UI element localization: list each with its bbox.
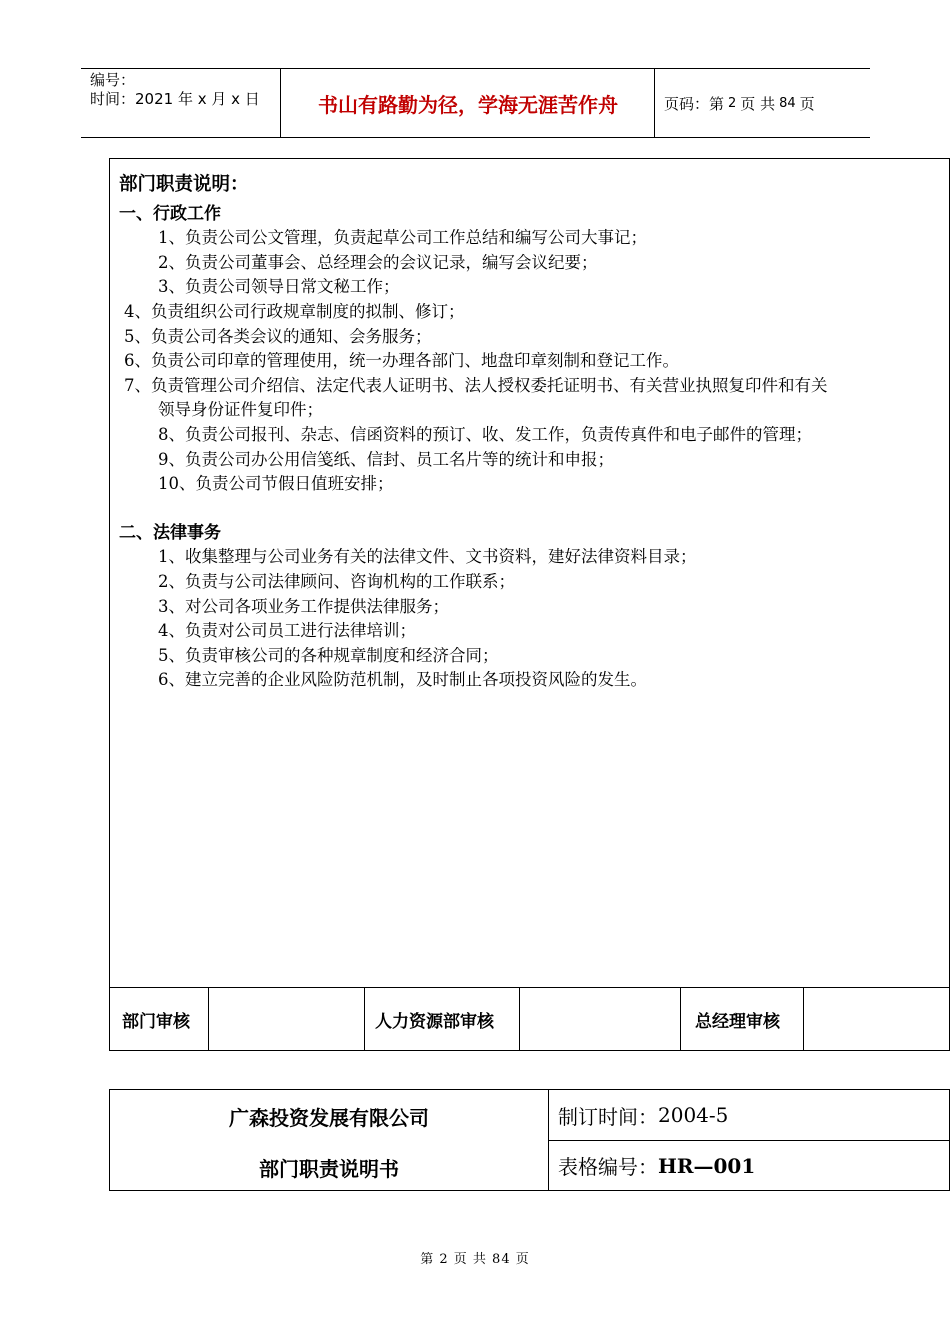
time-label: 时间：2021 年 x 月 x 日 <box>90 90 260 108</box>
document-name: 部门职责说明书 <box>259 1157 399 1181</box>
list-item: 1、收集整理与公司业务有关的法律文件、文书资料，建好法律资料目录； <box>158 547 697 567</box>
page-total: 84 <box>779 95 796 111</box>
page-current: 2 <box>728 95 737 111</box>
list-item: 1、负责公司公文管理，负责起草公司工作总结和编写公司大事记； <box>158 228 647 248</box>
section-heading: 一、行政工作 <box>119 203 221 224</box>
gm-approval-label: 总经理审核 <box>681 988 804 1050</box>
list-item: 10、负责公司节假日值班安排； <box>158 474 394 494</box>
list-item: 2、负责公司董事会、总经理会的会议记录，编写会议纪要； <box>158 252 598 272</box>
company-name: 广森投资发展有限公司 <box>229 1106 429 1130</box>
list-item: 4、负责对公司员工进行法律培训； <box>158 621 416 641</box>
doc-title: 部门职责说明： <box>119 174 249 195</box>
list-item: 3、负责公司领导日常文秘工作； <box>158 277 400 297</box>
revised-label: 制订时间： <box>558 1104 658 1129</box>
header-page-number <box>655 69 870 137</box>
approval-row <box>110 987 949 1050</box>
list-item: 3、对公司各项业务工作提供法律服务； <box>158 596 449 616</box>
gm-approval-field <box>804 988 949 1050</box>
page-label-mid: 页 共 <box>740 94 776 113</box>
header-slogan: 书山有路勤为径，学海无涯苦作舟 <box>282 69 655 137</box>
section-spacer <box>119 497 949 521</box>
page-label-suffix: 页 <box>799 94 815 113</box>
list-item: 2、负责与公司法律顾问、咨询机构的工作联系； <box>158 571 515 591</box>
list-item: 6、负责公司印章的管理使用，统一办理各部门、地盘印章刻制和登记工作。 <box>124 351 679 371</box>
page-header <box>81 68 870 138</box>
page-footer: 第 2 页 共 84 页 <box>420 1252 530 1267</box>
revised-date-row <box>549 1090 949 1141</box>
list-item: 7、负责管理公司介绍信、法定代表人证明书、法人授权委托证明书、有关营业执照复印件和有关 <box>124 375 828 395</box>
list-item: 5、负责审核公司的各种规章制度和经济合同； <box>158 645 499 665</box>
revised-value: 2004-5 <box>658 1103 729 1127</box>
serial-label: 编号： <box>90 71 136 89</box>
list-item: 9、负责公司办公用信笺纸、信封、员工名片等的统计和申报； <box>158 449 614 469</box>
header-meta <box>81 69 281 137</box>
list-item: 5、负责公司各类会议的通知、会务服务； <box>124 326 432 346</box>
form-identity <box>110 1090 549 1190</box>
dept-approval-label: 部门审核 <box>110 988 209 1050</box>
hr-approval-label: 人力资源部审核 <box>365 988 520 1050</box>
hr-approval-field <box>520 988 681 1050</box>
dept-approval-field <box>209 988 365 1050</box>
form-value: HR—001 <box>658 1153 756 1178</box>
list-item: 4、负责组织公司行政规章制度的拟制、修订； <box>124 301 465 321</box>
form-number-row <box>549 1141 949 1190</box>
list-item: 8、负责公司报刊、杂志、信函资料的预订、收、发工作，负责传真件和电子邮件的管理； <box>158 424 812 444</box>
form-meta <box>549 1090 949 1190</box>
page-label-prefix: 页码：第 <box>664 94 725 113</box>
responsibilities-content <box>119 173 949 693</box>
section-heading: 二、法律事务 <box>119 522 221 543</box>
responsibilities-box <box>109 158 950 1051</box>
form-info-box <box>109 1089 950 1191</box>
list-item: 6、建立完善的企业风险防范机制，及时制止各项投资风险的发生。 <box>158 670 647 690</box>
list-item-continuation: 领导身份证件复印件； <box>158 400 323 420</box>
form-label: 表格编号： <box>558 1155 658 1179</box>
